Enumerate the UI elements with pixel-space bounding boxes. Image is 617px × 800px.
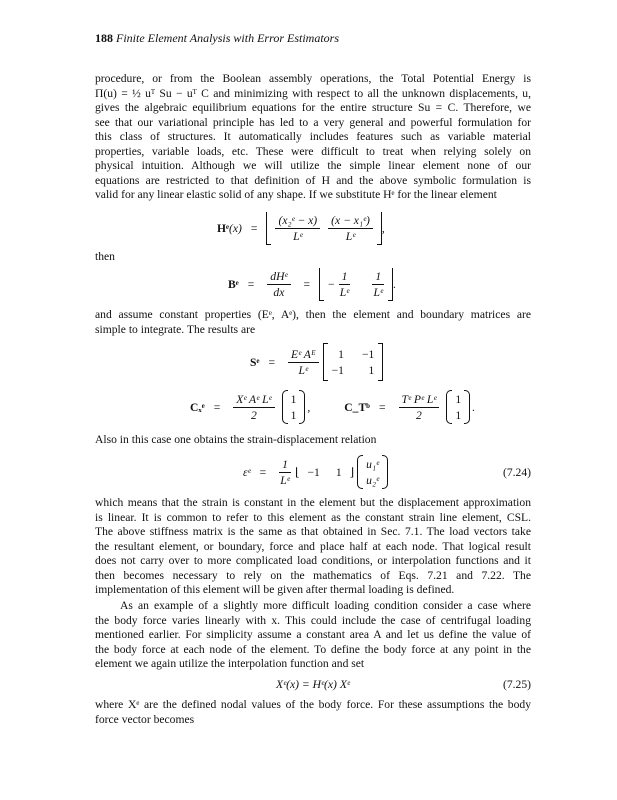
text-line: then — [95, 250, 115, 263]
vector-cell: u₁ᵉ — [366, 457, 380, 471]
numerator: Tᵉ Pᵉ Lᵉ — [399, 393, 440, 408]
denominator: Lᵉ — [345, 229, 356, 243]
row-cell: 1 — [335, 465, 342, 479]
eq-operator: = — [250, 221, 258, 235]
punct: , — [307, 400, 311, 414]
numerator: 1 — [279, 458, 291, 473]
fraction — [233, 393, 274, 422]
brace-left — [282, 390, 288, 424]
equation-7-24 — [95, 454, 531, 490]
paragraph-4 — [95, 599, 531, 672]
text-line: implementation of this element will be given after thermal loading is defined. — [95, 583, 455, 596]
vector-cell: u₂ᵉ — [366, 473, 380, 487]
vector-cell: 1 — [455, 408, 462, 422]
bracket-left — [323, 343, 328, 381]
text-line: is linear. It is common to refer to this element as the constant strain line element, CSL. — [95, 510, 531, 524]
punct: . — [393, 277, 397, 291]
paragraph-1 — [95, 72, 531, 203]
text-line: see that our variational principle has led to a very general and powerful formulation for — [95, 115, 531, 129]
fraction — [288, 348, 319, 377]
text-line: element we again utilize the interpolation function and set — [95, 657, 365, 670]
denominator: Lᵉ — [280, 473, 290, 487]
text-line: this class of structures. It automatically includes features such as variable material — [95, 130, 531, 143]
eq-symbol: Cₓᵉ — [190, 400, 205, 414]
numerator: (x − x₁ᵉ) — [328, 214, 373, 229]
book-title: Finite Element Analysis with Error Estimators — [116, 31, 339, 45]
text-line: procedure, or from the Boolean assembly operations, the Total Potential Energy is — [95, 72, 531, 85]
eq-symbol: Sᵉ — [250, 355, 260, 369]
equation-number: (7.25) — [502, 678, 531, 691]
denominator: Lᵉ — [298, 363, 309, 377]
fraction — [279, 458, 291, 487]
matrix-cell: −1 — [361, 347, 375, 361]
eq-symbol: Bᵉ — [228, 277, 239, 291]
text-line: The above stiffness matrix is the same as that obtained in Sec. 7.1. The load vectors take — [95, 525, 531, 538]
numerator: (x₂ᵉ − x) — [275, 214, 320, 229]
eq-operator: = — [259, 465, 267, 479]
eq-operator: = — [213, 400, 221, 414]
punct: , — [381, 221, 385, 235]
denominator: Lᵉ — [293, 229, 303, 243]
vector — [291, 393, 297, 422]
eq-arg: (x) — [229, 221, 242, 235]
numerator: Eᵉ Aᴱ — [288, 348, 319, 363]
equation-C — [190, 389, 475, 425]
stiffness-matrix — [332, 348, 375, 377]
paragraph-3 — [95, 496, 531, 598]
text-line: where Xᵉ are the defined nodal values of the body force. For these assumptions the body — [95, 698, 531, 711]
fraction — [328, 214, 373, 243]
fraction — [372, 270, 384, 299]
eq-operator: = — [378, 400, 386, 414]
eq-symbol: εᵉ — [243, 465, 251, 479]
fraction — [275, 214, 320, 243]
row-cell: −1 — [307, 465, 320, 479]
floor-bracket-left: ⌊ — [294, 465, 300, 479]
equation-7-25 — [95, 677, 531, 692]
fraction — [339, 270, 351, 299]
punct: . — [472, 400, 476, 414]
denominator: dx — [273, 285, 285, 299]
text-line: mentioned earlier. For simplicity assume a constant area A and let us define the value of — [95, 628, 531, 641]
text-line: the body force at each node of the element. To define the body force at any point in the — [95, 642, 531, 656]
floor-bracket-left — [319, 268, 324, 301]
paragraph-5 — [95, 698, 531, 727]
bracket-right — [378, 343, 383, 381]
equation-H — [217, 210, 385, 246]
eq-operator: = — [247, 277, 255, 291]
brace-left — [357, 455, 363, 489]
fraction — [267, 270, 290, 299]
equation-number: (7.24) — [502, 465, 531, 479]
text-line: and assume constant properties (Eᵉ, Aᵉ), then the element and boundary matrices are — [95, 308, 531, 321]
numerator: 1 — [372, 270, 384, 285]
minus-sign: − — [328, 277, 335, 291]
brace-right — [299, 390, 305, 424]
text-line: force vector becomes — [95, 712, 195, 726]
then-text — [95, 250, 531, 265]
text-line: simple to integrate. The results are — [95, 322, 256, 336]
text-line: the resultant element, or boundary, force and place half at each node. That logical result — [95, 539, 531, 553]
text-line: Π(u) = ½ uᵀ Su − uᵀ C and minimizing with respect to all the unknown displacements, u, — [95, 86, 531, 100]
equation-B — [228, 266, 396, 302]
denominator: Lᵉ — [339, 285, 350, 299]
text-line: which means that the strain is constant in the element but the displacement approximation — [95, 496, 531, 509]
denominator: 2 — [416, 408, 422, 422]
equation-text: Xᵉ(x) = Hᵉ(x) Xᵉ — [276, 678, 350, 691]
text-line: valid for any linear elastic solid of any shape. If we substitute Hᵉ for the linear element — [95, 188, 497, 201]
text-line: physical intuition. Although we will utilize the simple linear element none of our — [95, 159, 531, 172]
vector-cell: 1 — [290, 392, 297, 406]
text-line: does not carry over to more complicated load conditions, or interpolation functions and it — [95, 554, 531, 567]
matrix-cell: 1 — [338, 347, 344, 361]
floor-bracket-right: ⌋ — [349, 465, 355, 479]
numerator: 1 — [339, 270, 351, 285]
text-line: equations are restricted to that definition of H and the above symbolic formulation is — [95, 173, 531, 187]
eq-operator: = — [303, 277, 311, 291]
brace-right — [464, 390, 470, 424]
denominator: Lᵉ — [373, 285, 384, 299]
matrix-cell: −1 — [331, 363, 344, 377]
also-text — [95, 433, 531, 448]
text-line: the body force varies linearly with x. This could include the case of centrifugal loading — [95, 613, 531, 627]
fraction — [399, 393, 440, 422]
brace-left — [446, 390, 452, 424]
page-number: 188 — [95, 31, 113, 45]
text-line: properties, variable loads, etc. These were difficult to treat when relying solely on — [95, 144, 531, 158]
vector — [366, 458, 379, 487]
matrix-cell: 1 — [368, 363, 375, 377]
denominator: 2 — [251, 408, 257, 422]
text-line: then becomes necessary to rely on the mathematics of Eqs. 7.21 and 7.22. The — [95, 568, 531, 582]
running-header — [95, 31, 339, 45]
text-line: As an example of a slightly more difficult loading condition consider a case where — [120, 599, 531, 612]
eq-symbol: C_Tᵇ — [344, 400, 370, 414]
equation-S — [250, 343, 383, 381]
vector — [455, 393, 461, 422]
vector-cell: 1 — [290, 408, 297, 422]
eq-operator: = — [268, 355, 275, 369]
numerator: Xᵉ Aᵉ Lᵉ — [233, 393, 274, 408]
eq-symbol: Hᵉ — [217, 221, 230, 235]
paragraph-2 — [95, 308, 531, 337]
brace-right — [382, 455, 388, 489]
floor-bracket-left — [266, 212, 271, 245]
text-line: gives the algebraic equilibrium equations for the entire structure Su = C. Therefore, we — [95, 101, 531, 114]
numerator: dHᵉ — [267, 270, 290, 285]
vector-cell: 1 — [455, 392, 462, 406]
text-line: Also in this case one obtains the strain-displacement relation — [95, 433, 377, 446]
